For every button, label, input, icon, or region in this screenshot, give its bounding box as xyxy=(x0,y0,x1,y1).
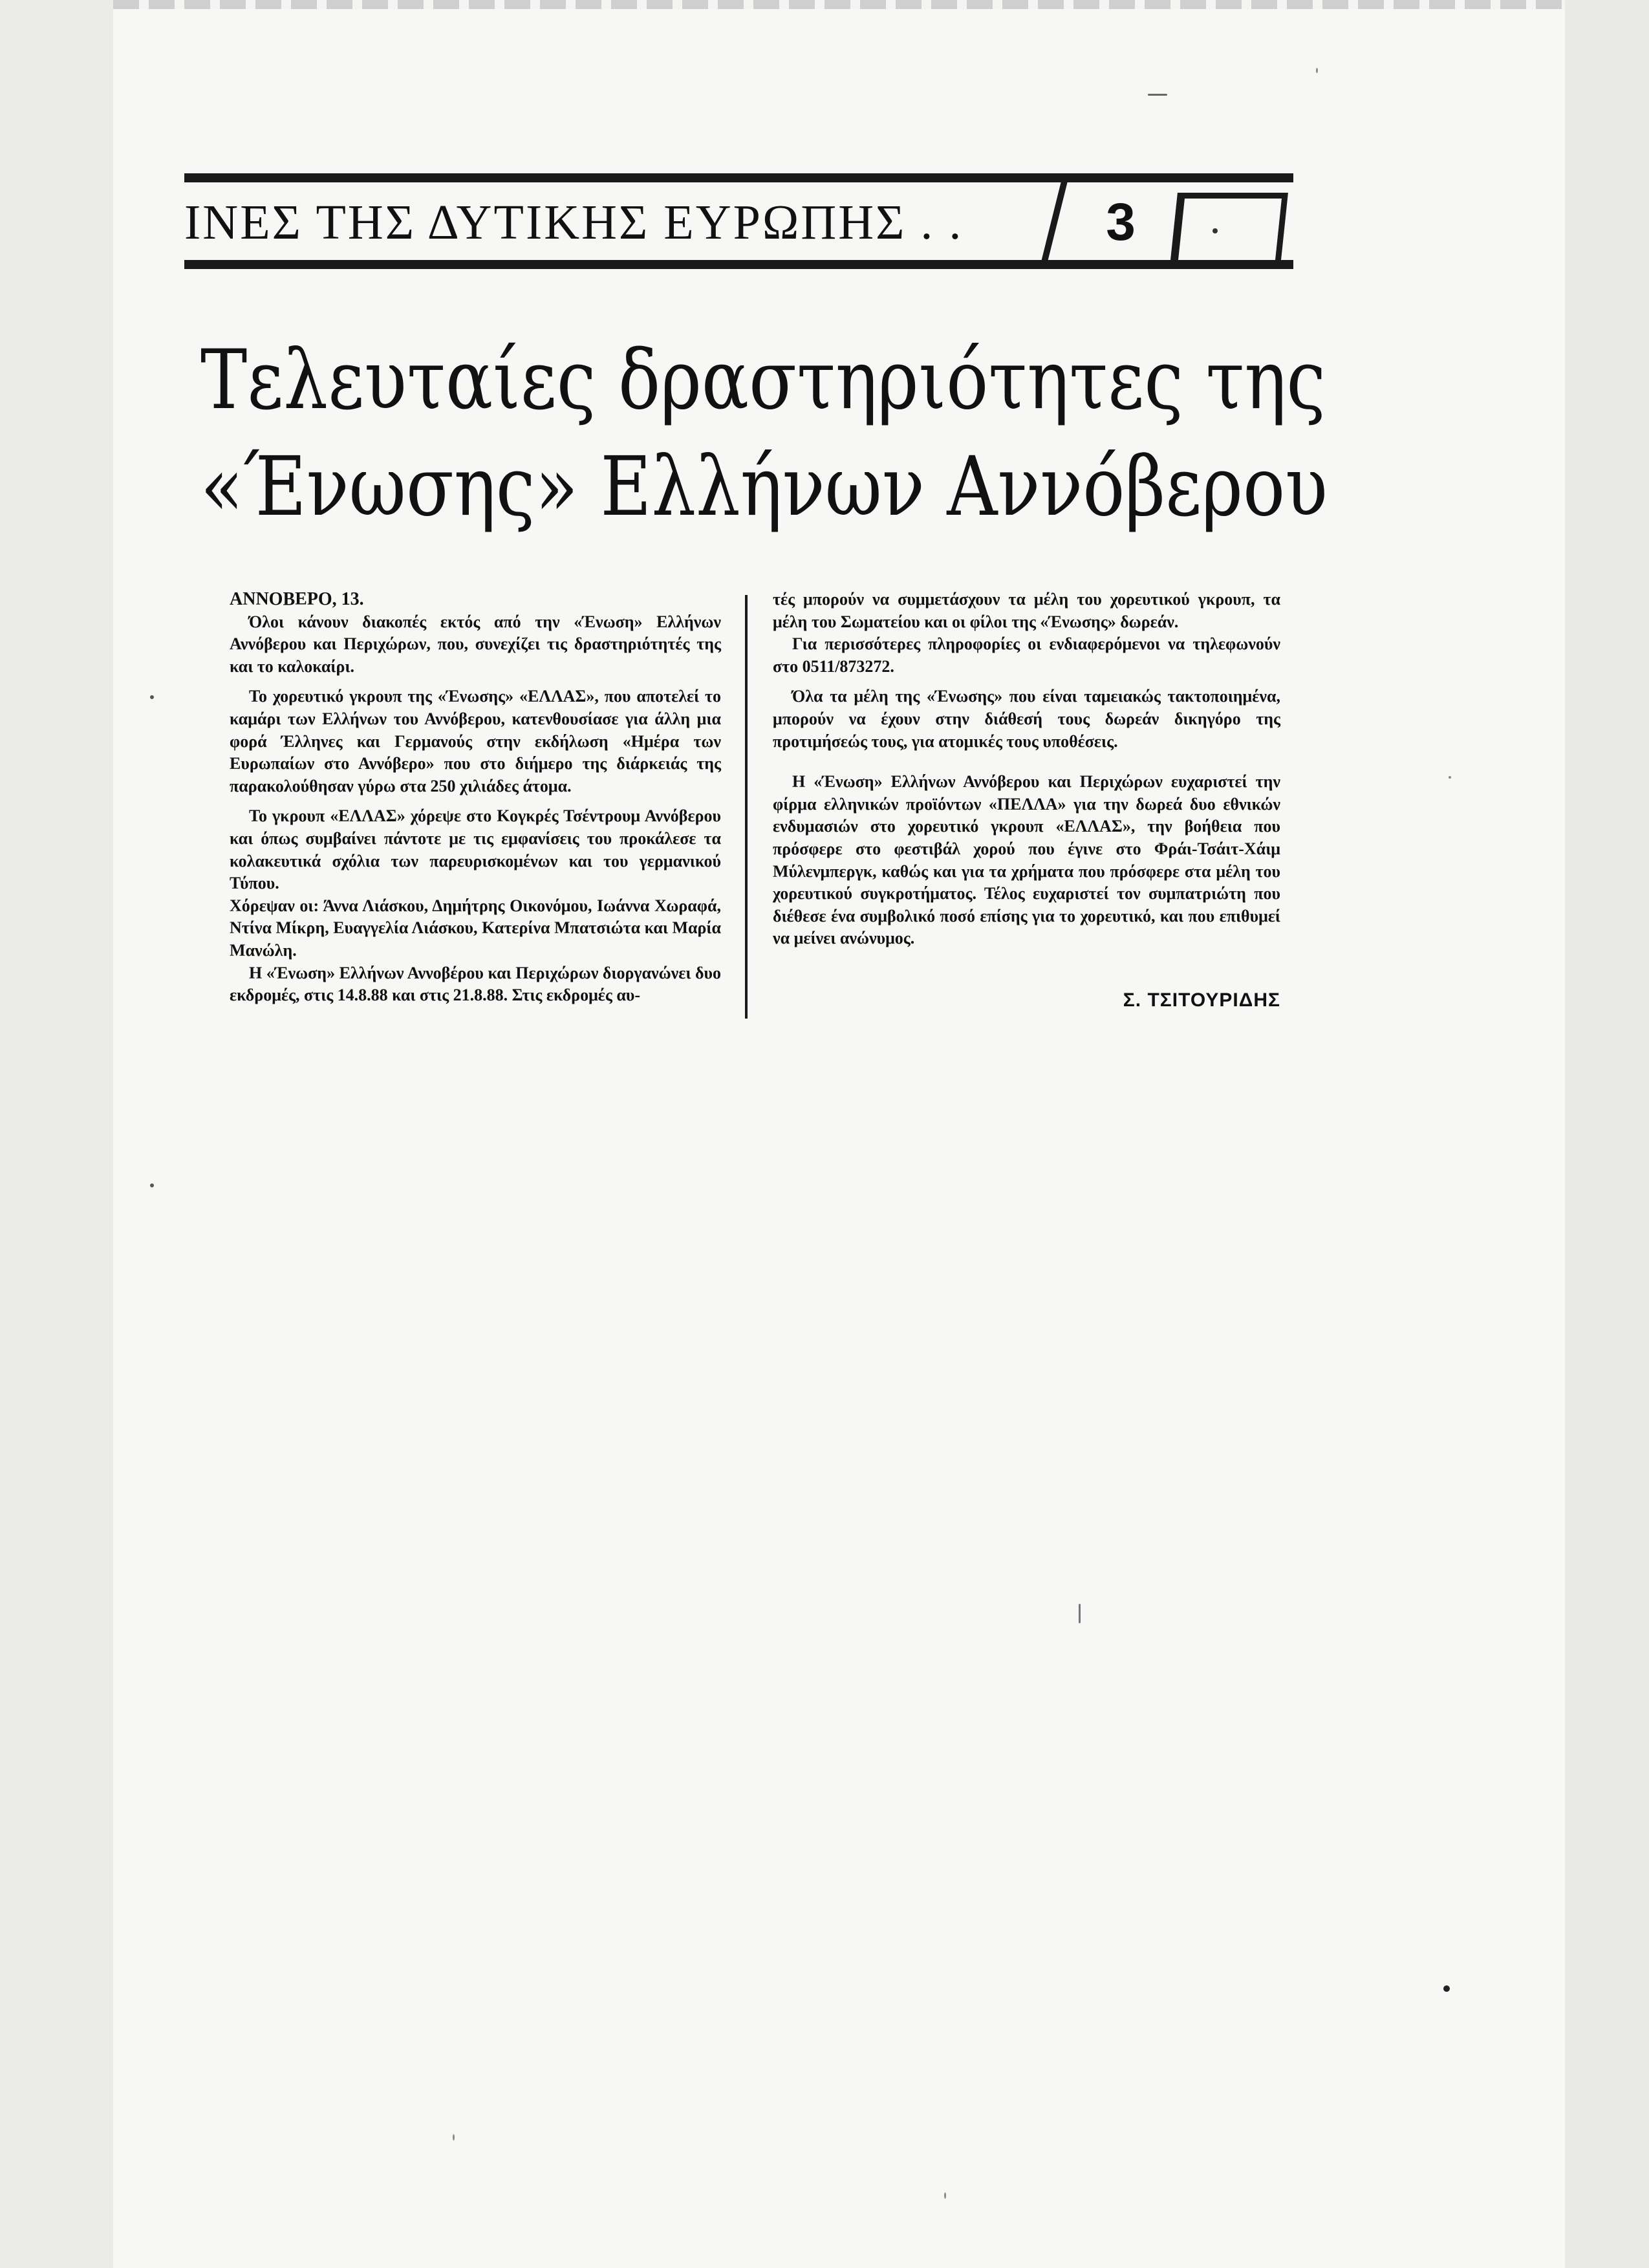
headline-line-2: «Ένωσης» Ελλήνων Αννόβερου xyxy=(200,439,1328,534)
headline-line-1: Τελευταίες δραστηριότητες της xyxy=(200,332,1326,427)
paragraph: τές μπορούν να συμμετάσχουν τα μέλη του χορευτικού γκρουπ, τα μέλη του Σωματείου και οι φίλοι της «Ένωσης» δωρεάν. xyxy=(773,590,1280,631)
scan-background-left xyxy=(0,0,113,2268)
scan-speck xyxy=(1079,1604,1081,1623)
header-box-ornament xyxy=(1170,193,1288,266)
paragraph: Η «Ένωση» Ελλήνων Αννόβερου και Περιχώρων ευχαριστεί την φίρμα ελληνικών προϊόντων «ΠΕΛΛΑ» για την δωρεά δυο εθνικών ενδυμασιών στο χορευτικό γκρουπ «ΕΛΛΑΣ», την βοήθεια που πρόσφερε στο φεστιβάλ χορού που έγινε στο Φράι-Τσάιτ-Χάιμ Μύλενμπεργκ, καθώς και για τα χρήματα που πρόσφερε στα μέλη του χορευτικού συγκροτήματος. Τέλος ευχαριστεί τον συμπατριώτη που διέθεσε ένα συμβολικό ποσό επίσης για το χορευτικό, και που επιθυμεί να μείνει ανώνυμος. xyxy=(773,772,1280,948)
scan-speck xyxy=(1449,776,1451,779)
paragraph: Η «Ένωση» Ελλήνων Αννοβέρου και Περιχώρων διοργανώνει δυο εκδρομές, στις 14.8.88 και στις 21.8.88. Στις εκδρομές αυ- xyxy=(230,963,721,1005)
scan-speck xyxy=(1316,68,1318,73)
header-slash-divider xyxy=(1040,182,1067,263)
scan-speck xyxy=(1443,1985,1450,1992)
column-rule xyxy=(745,595,748,1019)
header-bottom-rule xyxy=(184,260,1293,269)
paragraph: Χόρεψαν οι: Άννα Λιάσκου, Δημήτρης Οικονόμου, Ιωάννα Χωραφά, Ντίνα Μίκρη, Ευαγγελία Λιάσκου, Κατερίνα Μπατσιώτα και Μαρία Μανώλη. xyxy=(230,896,721,960)
scan-speck xyxy=(453,2134,455,2141)
section-title: ΙΝΕΣ ΤΗΣ ΔΥΤΙΚΗΣ ΕΥΡΩΠΗΣ . . xyxy=(184,195,964,250)
headline xyxy=(200,327,1328,540)
header-top-rule xyxy=(184,173,1293,182)
dateline: ΑΝΝΟΒΕΡΟ, 13. xyxy=(230,589,364,609)
scan-speck xyxy=(150,695,154,699)
paragraph: Το χορευτικό γκρουπ της «Ένωσης» «ΕΛΛΑΣ», που αποτελεί το καμάρι των Ελλήνων του Αννόβερου, κατενθουσίασε για άλλη μια φορά Έλληνες και Γερμανούς στην εκδήλωση «Ημέρα των Ευρωπαίων στο Αννόβερο» που στο διήμερο της διάρκειάς της παρακολούθησαν γύρω στα 250 χιλιάδες άτομα. xyxy=(230,687,721,795)
page-number: 3 xyxy=(1106,193,1136,252)
scan-background-right xyxy=(1565,0,1649,2268)
scan-top-edge xyxy=(113,0,1565,9)
header-box-dot xyxy=(1212,228,1218,233)
paragraph: Όλοι κάνουν διακοπές εκτός από την «Ένωση» Ελλήνων Αννόβερου και Περιχώρων, που, συνεχίζει τις δραστηριότητές της και το καλοκαίρι. xyxy=(230,612,721,676)
paragraph: Για περισσότερες πληροφορίες οι ενδιαφερόμενοι να τηλεφωνούν στο 0511/873272. xyxy=(773,634,1280,676)
scan-speck xyxy=(1148,94,1167,96)
scan-speck xyxy=(944,2192,946,2199)
paragraph: Όλα τα μέλη της «Ένωσης» που είναι ταμειακώς τακτοποιημένα, μπορούν να έχουν στην διάθεσή τους δωρεάν δικηγόρο της προτιμήσεώς τους, για ατομικές τους υποθέσεις. xyxy=(773,687,1280,751)
article-column-right xyxy=(773,589,1280,950)
scan-speck xyxy=(150,1183,154,1187)
paragraph: Το γκρουπ «ΕΛΛΑΣ» χόρεψε στο Κογκρές Τσέντρουμ Αννόβερου και όπως συμβαίνει πάντοτε με τις εμφανίσεις του προκάλεσε τα κολακευτικά σχόλια των παρευρισκομένων και του γερμανικού Τύπου. xyxy=(230,806,721,893)
section-header xyxy=(184,173,1293,270)
article-column-left xyxy=(230,589,721,1007)
author-signature: Σ. ΤΣΙΤΟΥΡΙΔΗΣ xyxy=(1123,989,1280,1011)
